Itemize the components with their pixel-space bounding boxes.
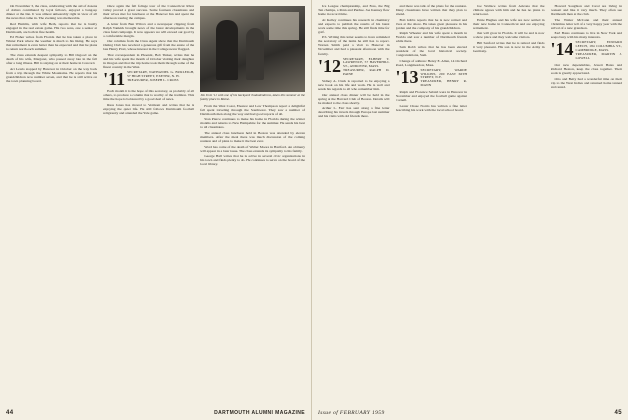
paragraph: On November 3, the class, celebrating with the aid of dozens of dollars contributed by loyal fellows, enjoyed a bang-up dinner at the Inn. It was almost unbearably right in view of all the news that came in. The evening was memorable. xyxy=(6,4,98,21)
paragraph: Sam Robb writes that he has been elected president of the local historical society. Congratulations, Sam. xyxy=(395,44,467,58)
class-year: '12 xyxy=(318,55,342,76)
paragraph: Sidney A. Clark is reported to be enjoying a new book on his life and work. He is well and sends his regards to all who remember him. xyxy=(318,79,390,92)
left-col-2 xyxy=(103,4,194,400)
paragraph: Bob Gibbs reports that he is now retired and lives at the shore. He takes great pleasure in his garden and the company of his grandchildren. xyxy=(395,17,467,30)
paragraph: George Hall writes that he is active in several civic organizations in his town and finds plenty to do. He continues to serve on the board of the local library. xyxy=(200,154,305,167)
right-col-4 xyxy=(551,4,623,400)
class-secretary: SECRETARY, ELBERT T. LAWRENCE, 57 HAVERHILL ST., ANDOVER, MASS. xyxy=(343,56,390,69)
issue-date: Issue of FEBRUARY 1959 xyxy=(318,410,385,416)
paragraph: Ralph and Florence Sebald were in Hanover in November and enjoyed the football game against Cornell. xyxy=(395,90,467,103)
paragraph: Word has come of the death of Walter Moore in Hartford. An obituary will appear in a later issue. The class extends its sympathy to his family. xyxy=(200,144,305,153)
paragraph: Howard Soughton and Carol are living in Gansett and like it very much. They often see Dartmouth men at the club. xyxy=(550,4,622,17)
paragraph: P.S. Writing this letter seems to have reminded the secretary of the items he still has to report. Warren Smith paid a visit to Hanover in November and had a pleasant afternoon with the faculty. xyxy=(318,35,390,56)
class-year: '14 xyxy=(550,39,574,60)
paragraph: Bill Sanford writes that he is retired and finds it very pleasant. His son is now in the Army in Germany. xyxy=(473,40,545,53)
class-heading-14 xyxy=(551,41,623,61)
paragraph: that will grow in Florida. It will be and is now a show place and they welcome visitors. xyxy=(473,31,545,40)
paragraph: Ice League championship, and Fess, the Big Ten champs, a Penn and Purdue. Joe Kenney flew home in record time. xyxy=(318,4,390,17)
right-col-3 xyxy=(473,4,545,400)
paragraph: Our columns from the Class Agent show that the Dartmouth Outing Club has received a generous gift from the estate of the late Henry Pratt, whose interest in the College never flagged. xyxy=(103,39,195,52)
paragraph: Each month it is the hope of this secretary, as probably of all others, to produce a column that is worthy of the tradition. This time the hope is bolstered by a good deal of news. xyxy=(103,89,195,102)
paragraph: Russ Jones has moved to Vermont and writes that he is enjoying the quiet life. He still follows Dartmouth football religiously and attended the Yale game. xyxy=(103,102,195,115)
left-footer xyxy=(6,410,305,416)
photo-caption: Jim Irvin '11 with one of his backyard rhododendrons, taken this summer at the family place in Maine. xyxy=(200,93,305,101)
class-secretary: SECRETARY, EDWARD LEECH, 184 COLUMBIA ST., CAMBRIDGE, MASS. xyxy=(575,40,622,53)
class-photo xyxy=(200,6,305,92)
left-page-columns xyxy=(6,4,305,400)
right-col-1 xyxy=(318,4,390,400)
paragraph: Our annual class dinner will be held in the spring at the Harvard Club of Boston. Details will be mailed to the class shortly. xyxy=(318,92,390,105)
left-col-1 xyxy=(6,4,97,400)
left-col-3 xyxy=(200,4,305,400)
right-page xyxy=(312,0,628,420)
paragraph: The class extends deepest sympathy to Bill Osgood on the death of his wife, Margaret, who passed away late in the fall after a long illness. Bill is staying on at their home in Concord. xyxy=(6,53,98,66)
paragraph: Ralph Wheeler and his wife spent a month in Florida and saw a number of Dartmouth friends while there. xyxy=(395,31,467,44)
class-treasurer: TREASURER, MARTIN J. LOWELL xyxy=(575,52,622,60)
class-treasurer: TREASURER, HENRY R. MANN xyxy=(420,79,467,88)
left-page xyxy=(0,0,312,420)
page-number: 44 xyxy=(6,410,14,416)
paragraph: Ernie Hughes and his wife are now settled in their new home in Connecticut and are enjoying retirement. xyxy=(473,17,545,30)
class-treasurer: TREASURER, RALPH D. PAINE xyxy=(343,68,390,77)
paragraph: and there was talk of the plans for the reunion. Many classmates have written that they plan to attend. xyxy=(395,4,467,17)
class-year: '11 xyxy=(103,69,126,90)
paragraph: The annual class luncheon held in Boston was attended by eleven members. After the meal there was much discussion of the coming reunion and of plans to make it the best ever. xyxy=(200,130,305,143)
paragraph: A letter from Ben Wilcox and a newspaper clipping from Ralph Vankirk brought news of the latest developments in the class fund campaign. It now appears we will exceed our goal by a comfortable margin. xyxy=(103,21,195,38)
right-col-2 xyxy=(396,4,468,400)
photo-figure xyxy=(246,28,264,80)
class-year: '13 xyxy=(395,66,419,87)
paragraph: The Walter McCann and their annual Christmas letter tell of a very happy year with the arrival of a new grandson. xyxy=(550,17,622,30)
paragraph: That correspondent in Phoenix, Bob Tinker, writes that he and his wife spent the month of October visiting their daughter in Oregon and that the trip home took them through some of the finest country in the West. xyxy=(103,53,195,70)
paragraph: Stan Pierce continues to make his home in Florida during the winter months and returns to New Hampshire for the summer. He sends his best to all classmates. xyxy=(200,117,305,130)
paragraph: Arthur L. Farr has sent along a fine letter describing his travels through Europe last summer and his visits with old friends there. xyxy=(318,106,390,119)
paragraph: Otto and Betty had a wonderful time on their trip to the West Indies and returned home tanned and rested. xyxy=(550,76,622,89)
class-treasurer: TREASURER, JOSEPH L. CROSS xyxy=(127,78,179,83)
paragraph: From the West Coast, Eleanor and Lew Thompson report a delightful fall spent traveling through the Southwest. They saw a number of Dartmouth men along the way and had good reports of all. xyxy=(200,103,305,116)
photo-figure xyxy=(216,20,238,80)
right-footer xyxy=(318,410,622,416)
class-heading-12 xyxy=(318,55,390,78)
right-page-columns xyxy=(318,4,622,400)
page-number: 45 xyxy=(614,410,622,416)
paragraph: Al Kelley continues his research in chemistry and expects to publish the results of his latest work some time this spring. He still finds time for golf. xyxy=(318,17,390,34)
paragraph: Red Hamlin, with wife Beth, reports that he is busily engaged in the real estate game. His two sons, one a senior at Dartmouth, are both in fine health. xyxy=(6,21,98,34)
class-heading-11 xyxy=(103,69,195,90)
paragraph: Once again the fall foliage tour of the Connecticut River valley proved a great success. Some fourteen classmates and their wives met for luncheon at the Hanover Inn and spent the afternoon touring the campus. xyxy=(103,4,195,21)
paragraph: Art Lewis stopped by Hanover in October on the way back from a trip through the White Mountains. He reports that his grandchildren now number seven, and that he is still active on the town planning board. xyxy=(6,66,98,83)
class-heading-13 xyxy=(395,66,468,89)
class-secretary: SECRETARY, WARDE WILKINS, 200 EAST 66TH STREET, N.Y. xyxy=(420,67,467,80)
magazine-title: DARTMOUTH ALUMNI MAGAZINE xyxy=(214,410,305,416)
paragraph: Ed Fisher writes from Florida that he has taken a place in Winter Park where the weather is much to his liking. He says that retirement is even better than he expected and that he plans to return north each summer. xyxy=(6,35,98,52)
paragraph: Earl Bates continues to live in New York and keeps busy with his many interests. xyxy=(550,31,622,40)
class-secretary: SECRETARY, NATHANIEL G. BURLEIGH, 57 HIGH STREET, EXETER, N. H. xyxy=(127,70,195,79)
paragraph: Lester Chase Norris has written a fine letter describing his work with the local school board. xyxy=(395,103,467,112)
paragraph: Change of address: Henry E. Allen, 14 Orchard Road, Longmeadow, Mass. xyxy=(395,58,467,67)
paragraph: Joe Wallace writes from Arizona that the climate agrees with him and he has no plans to return east. xyxy=(473,4,545,17)
paragraph: Our new dependables, Jewett Bates and Richard Heaton, keep the class together. Their work is greatly appreciated. xyxy=(550,62,622,75)
